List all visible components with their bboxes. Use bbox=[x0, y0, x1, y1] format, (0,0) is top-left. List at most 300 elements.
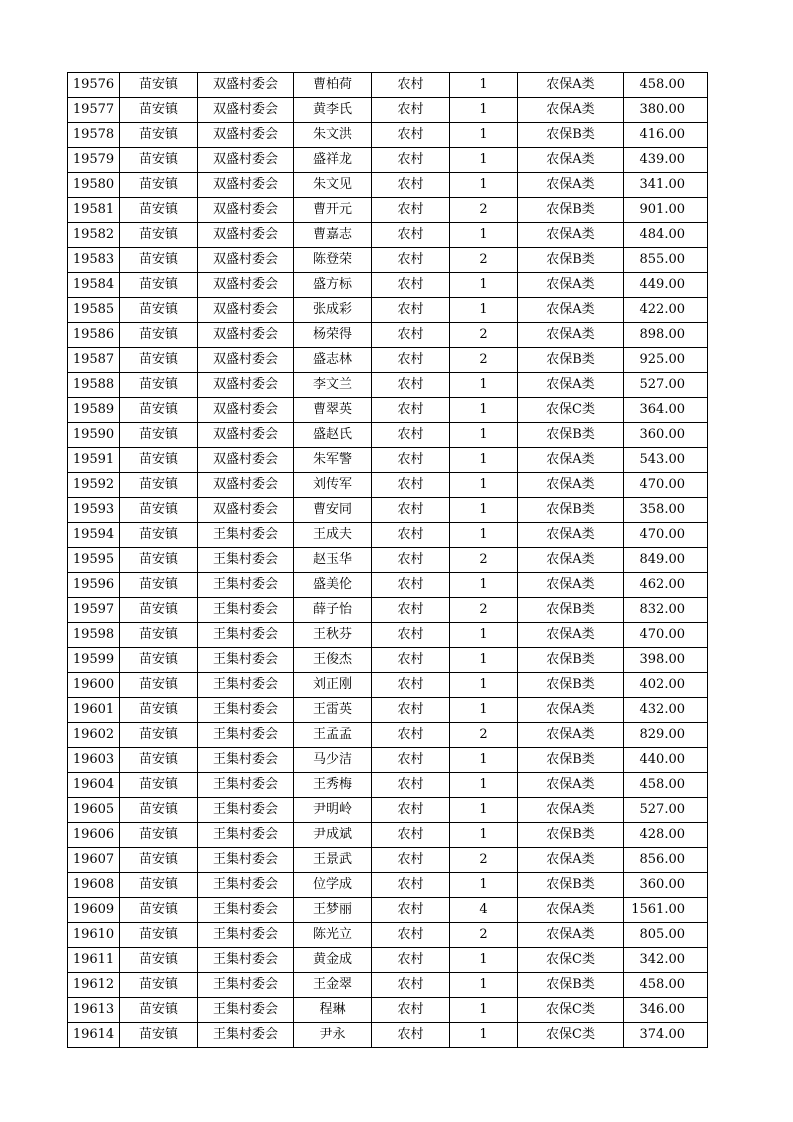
cell-amount: 416.00 bbox=[624, 123, 708, 148]
table-row bbox=[68, 448, 708, 473]
cell-count: 2 bbox=[450, 848, 518, 873]
cell-village: 王集村委会 bbox=[198, 973, 294, 998]
cell-name: 程琳 bbox=[294, 998, 372, 1023]
cell-name: 张成彩 bbox=[294, 298, 372, 323]
table-row bbox=[68, 373, 708, 398]
table-row bbox=[68, 898, 708, 923]
cell-insurance-type: 农保A类 bbox=[518, 698, 624, 723]
cell-amount: 360.00 bbox=[624, 873, 708, 898]
table-row bbox=[68, 248, 708, 273]
table-row bbox=[68, 173, 708, 198]
cell-count: 2 bbox=[450, 348, 518, 373]
table-row bbox=[68, 823, 708, 848]
cell-category: 农村 bbox=[372, 923, 450, 948]
cell-amount: 342.00 bbox=[624, 948, 708, 973]
cell-name: 曹柏荷 bbox=[294, 73, 372, 98]
cell-town: 苗安镇 bbox=[120, 198, 198, 223]
cell-count: 1 bbox=[450, 498, 518, 523]
cell-category: 农村 bbox=[372, 223, 450, 248]
cell-count: 1 bbox=[450, 873, 518, 898]
cell-count: 1 bbox=[450, 373, 518, 398]
cell-serial: 19606 bbox=[68, 823, 120, 848]
cell-insurance-type: 农保A类 bbox=[518, 373, 624, 398]
cell-category: 农村 bbox=[372, 973, 450, 998]
table-row bbox=[68, 1023, 708, 1048]
cell-serial: 19603 bbox=[68, 748, 120, 773]
cell-count: 1 bbox=[450, 648, 518, 673]
cell-name: 刘正刚 bbox=[294, 673, 372, 698]
cell-insurance-type: 农保A类 bbox=[518, 148, 624, 173]
cell-insurance-type: 农保A类 bbox=[518, 773, 624, 798]
cell-category: 农村 bbox=[372, 998, 450, 1023]
cell-village: 王集村委会 bbox=[198, 823, 294, 848]
cell-insurance-type: 农保A类 bbox=[518, 98, 624, 123]
cell-amount: 470.00 bbox=[624, 473, 708, 498]
cell-serial: 19583 bbox=[68, 248, 120, 273]
cell-category: 农村 bbox=[372, 823, 450, 848]
cell-village: 王集村委会 bbox=[198, 573, 294, 598]
cell-village: 王集村委会 bbox=[198, 523, 294, 548]
cell-amount: 470.00 bbox=[624, 523, 708, 548]
cell-insurance-type: 农保A类 bbox=[518, 548, 624, 573]
cell-name: 王梦丽 bbox=[294, 898, 372, 923]
cell-serial: 19592 bbox=[68, 473, 120, 498]
cell-category: 农村 bbox=[372, 548, 450, 573]
cell-village: 双盛村委会 bbox=[198, 373, 294, 398]
cell-count: 1 bbox=[450, 623, 518, 648]
cell-amount: 849.00 bbox=[624, 548, 708, 573]
table-row bbox=[68, 973, 708, 998]
cell-serial: 19588 bbox=[68, 373, 120, 398]
cell-amount: 432.00 bbox=[624, 698, 708, 723]
table-row bbox=[68, 523, 708, 548]
cell-category: 农村 bbox=[372, 573, 450, 598]
cell-insurance-type: 农保A类 bbox=[518, 323, 624, 348]
cell-town: 苗安镇 bbox=[120, 523, 198, 548]
cell-village: 双盛村委会 bbox=[198, 198, 294, 223]
cell-amount: 898.00 bbox=[624, 323, 708, 348]
cell-serial: 19580 bbox=[68, 173, 120, 198]
cell-insurance-type: 农保B类 bbox=[518, 673, 624, 698]
cell-count: 1 bbox=[450, 698, 518, 723]
cell-name: 马少洁 bbox=[294, 748, 372, 773]
cell-serial: 19602 bbox=[68, 723, 120, 748]
cell-amount: 364.00 bbox=[624, 398, 708, 423]
cell-serial: 19585 bbox=[68, 298, 120, 323]
cell-amount: 527.00 bbox=[624, 373, 708, 398]
table-row bbox=[68, 848, 708, 873]
table-row bbox=[68, 498, 708, 523]
cell-town: 苗安镇 bbox=[120, 398, 198, 423]
cell-insurance-type: 农保C类 bbox=[518, 1023, 624, 1048]
cell-count: 1 bbox=[450, 173, 518, 198]
cell-town: 苗安镇 bbox=[120, 623, 198, 648]
cell-serial: 19576 bbox=[68, 73, 120, 98]
cell-village: 王集村委会 bbox=[198, 748, 294, 773]
cell-name: 王景武 bbox=[294, 848, 372, 873]
cell-town: 苗安镇 bbox=[120, 298, 198, 323]
cell-serial: 19601 bbox=[68, 698, 120, 723]
table-row bbox=[68, 748, 708, 773]
cell-insurance-type: 农保A类 bbox=[518, 623, 624, 648]
cell-village: 双盛村委会 bbox=[198, 348, 294, 373]
table-row bbox=[68, 773, 708, 798]
cell-amount: 925.00 bbox=[624, 348, 708, 373]
cell-amount: 374.00 bbox=[624, 1023, 708, 1048]
cell-amount: 402.00 bbox=[624, 673, 708, 698]
table-row bbox=[68, 273, 708, 298]
cell-town: 苗安镇 bbox=[120, 648, 198, 673]
cell-village: 双盛村委会 bbox=[198, 148, 294, 173]
cell-count: 4 bbox=[450, 898, 518, 923]
cell-name: 赵玉华 bbox=[294, 548, 372, 573]
cell-town: 苗安镇 bbox=[120, 998, 198, 1023]
cell-category: 农村 bbox=[372, 473, 450, 498]
cell-count: 1 bbox=[450, 473, 518, 498]
cell-insurance-type: 农保A类 bbox=[518, 723, 624, 748]
cell-count: 2 bbox=[450, 548, 518, 573]
cell-category: 农村 bbox=[372, 498, 450, 523]
cell-amount: 398.00 bbox=[624, 648, 708, 673]
table-row bbox=[68, 298, 708, 323]
cell-town: 苗安镇 bbox=[120, 473, 198, 498]
cell-count: 1 bbox=[450, 773, 518, 798]
cell-serial: 19597 bbox=[68, 598, 120, 623]
cell-category: 农村 bbox=[372, 198, 450, 223]
cell-insurance-type: 农保C类 bbox=[518, 398, 624, 423]
cell-amount: 805.00 bbox=[624, 923, 708, 948]
cell-amount: 855.00 bbox=[624, 248, 708, 273]
cell-insurance-type: 农保A类 bbox=[518, 273, 624, 298]
cell-insurance-type: 农保C类 bbox=[518, 948, 624, 973]
cell-serial: 19599 bbox=[68, 648, 120, 673]
cell-amount: 380.00 bbox=[624, 98, 708, 123]
table-row bbox=[68, 573, 708, 598]
cell-count: 1 bbox=[450, 948, 518, 973]
cell-category: 农村 bbox=[372, 273, 450, 298]
cell-name: 杨荣得 bbox=[294, 323, 372, 348]
cell-town: 苗安镇 bbox=[120, 723, 198, 748]
table-row bbox=[68, 648, 708, 673]
cell-name: 曹嘉志 bbox=[294, 223, 372, 248]
cell-name: 朱军警 bbox=[294, 448, 372, 473]
cell-name: 李文兰 bbox=[294, 373, 372, 398]
cell-town: 苗安镇 bbox=[120, 148, 198, 173]
table-row bbox=[68, 198, 708, 223]
cell-name: 黄金成 bbox=[294, 948, 372, 973]
cell-amount: 527.00 bbox=[624, 798, 708, 823]
cell-count: 2 bbox=[450, 923, 518, 948]
cell-insurance-type: 农保B类 bbox=[518, 823, 624, 848]
cell-count: 1 bbox=[450, 398, 518, 423]
cell-category: 农村 bbox=[372, 1023, 450, 1048]
cell-village: 王集村委会 bbox=[198, 848, 294, 873]
cell-village: 王集村委会 bbox=[198, 648, 294, 673]
cell-amount: 458.00 bbox=[624, 773, 708, 798]
cell-town: 苗安镇 bbox=[120, 873, 198, 898]
cell-count: 1 bbox=[450, 823, 518, 848]
cell-category: 农村 bbox=[372, 648, 450, 673]
cell-town: 苗安镇 bbox=[120, 773, 198, 798]
cell-town: 苗安镇 bbox=[120, 548, 198, 573]
cell-village: 双盛村委会 bbox=[198, 498, 294, 523]
cell-name: 朱文洪 bbox=[294, 123, 372, 148]
cell-town: 苗安镇 bbox=[120, 923, 198, 948]
cell-village: 王集村委会 bbox=[198, 698, 294, 723]
cell-amount: 484.00 bbox=[624, 223, 708, 248]
cell-name: 盛赵氏 bbox=[294, 423, 372, 448]
cell-category: 农村 bbox=[372, 798, 450, 823]
cell-village: 王集村委会 bbox=[198, 923, 294, 948]
cell-village: 双盛村委会 bbox=[198, 448, 294, 473]
cell-serial: 19587 bbox=[68, 348, 120, 373]
cell-count: 2 bbox=[450, 323, 518, 348]
cell-village: 王集村委会 bbox=[198, 798, 294, 823]
cell-insurance-type: 农保B类 bbox=[518, 423, 624, 448]
cell-amount: 458.00 bbox=[624, 973, 708, 998]
cell-serial: 19593 bbox=[68, 498, 120, 523]
cell-serial: 19613 bbox=[68, 998, 120, 1023]
cell-serial: 19611 bbox=[68, 948, 120, 973]
cell-category: 农村 bbox=[372, 448, 450, 473]
cell-amount: 422.00 bbox=[624, 298, 708, 323]
table-row bbox=[68, 423, 708, 448]
cell-insurance-type: 农保A类 bbox=[518, 898, 624, 923]
cell-name: 王雷英 bbox=[294, 698, 372, 723]
cell-amount: 470.00 bbox=[624, 623, 708, 648]
cell-amount: 358.00 bbox=[624, 498, 708, 523]
cell-name: 王俊杰 bbox=[294, 648, 372, 673]
cell-serial: 19595 bbox=[68, 548, 120, 573]
cell-category: 农村 bbox=[372, 373, 450, 398]
cell-count: 1 bbox=[450, 673, 518, 698]
cell-amount: 1561.00 bbox=[624, 898, 708, 923]
cell-category: 农村 bbox=[372, 98, 450, 123]
cell-town: 苗安镇 bbox=[120, 798, 198, 823]
table-row bbox=[68, 873, 708, 898]
table-row bbox=[68, 798, 708, 823]
cell-town: 苗安镇 bbox=[120, 323, 198, 348]
cell-category: 农村 bbox=[372, 898, 450, 923]
cell-name: 位学成 bbox=[294, 873, 372, 898]
table-row bbox=[68, 473, 708, 498]
cell-town: 苗安镇 bbox=[120, 423, 198, 448]
table-row bbox=[68, 548, 708, 573]
cell-category: 农村 bbox=[372, 948, 450, 973]
cell-town: 苗安镇 bbox=[120, 698, 198, 723]
cell-category: 农村 bbox=[372, 148, 450, 173]
cell-category: 农村 bbox=[372, 623, 450, 648]
cell-serial: 19584 bbox=[68, 273, 120, 298]
cell-category: 农村 bbox=[372, 73, 450, 98]
cell-name: 尹成斌 bbox=[294, 823, 372, 848]
cell-count: 2 bbox=[450, 598, 518, 623]
table-row bbox=[68, 223, 708, 248]
cell-category: 农村 bbox=[372, 348, 450, 373]
cell-village: 双盛村委会 bbox=[198, 423, 294, 448]
cell-name: 陈光立 bbox=[294, 923, 372, 948]
cell-village: 双盛村委会 bbox=[198, 248, 294, 273]
table-row bbox=[68, 673, 708, 698]
cell-count: 2 bbox=[450, 248, 518, 273]
cell-town: 苗安镇 bbox=[120, 848, 198, 873]
cell-count: 1 bbox=[450, 98, 518, 123]
cell-insurance-type: 农保A类 bbox=[518, 298, 624, 323]
cell-serial: 19590 bbox=[68, 423, 120, 448]
cell-amount: 449.00 bbox=[624, 273, 708, 298]
cell-count: 1 bbox=[450, 973, 518, 998]
cell-category: 农村 bbox=[372, 723, 450, 748]
cell-amount: 829.00 bbox=[624, 723, 708, 748]
cell-town: 苗安镇 bbox=[120, 823, 198, 848]
cell-serial: 19582 bbox=[68, 223, 120, 248]
cell-serial: 19577 bbox=[68, 98, 120, 123]
cell-name: 盛方标 bbox=[294, 273, 372, 298]
cell-category: 农村 bbox=[372, 123, 450, 148]
cell-town: 苗安镇 bbox=[120, 448, 198, 473]
table-row bbox=[68, 923, 708, 948]
cell-serial: 19591 bbox=[68, 448, 120, 473]
cell-serial: 19607 bbox=[68, 848, 120, 873]
cell-town: 苗安镇 bbox=[120, 748, 198, 773]
cell-insurance-type: 农保C类 bbox=[518, 998, 624, 1023]
cell-serial: 19598 bbox=[68, 623, 120, 648]
cell-village: 双盛村委会 bbox=[198, 473, 294, 498]
cell-count: 1 bbox=[450, 798, 518, 823]
cell-town: 苗安镇 bbox=[120, 973, 198, 998]
cell-village: 王集村委会 bbox=[198, 873, 294, 898]
cell-name: 王孟孟 bbox=[294, 723, 372, 748]
cell-count: 1 bbox=[450, 748, 518, 773]
cell-insurance-type: 农保B类 bbox=[518, 348, 624, 373]
cell-count: 1 bbox=[450, 423, 518, 448]
cell-town: 苗安镇 bbox=[120, 898, 198, 923]
cell-count: 2 bbox=[450, 198, 518, 223]
cell-category: 农村 bbox=[372, 848, 450, 873]
table-row bbox=[68, 323, 708, 348]
cell-count: 2 bbox=[450, 723, 518, 748]
cell-category: 农村 bbox=[372, 398, 450, 423]
cell-town: 苗安镇 bbox=[120, 173, 198, 198]
cell-name: 王秀梅 bbox=[294, 773, 372, 798]
cell-amount: 428.00 bbox=[624, 823, 708, 848]
cell-insurance-type: 农保A类 bbox=[518, 848, 624, 873]
benefit-table bbox=[67, 72, 708, 1048]
cell-insurance-type: 农保B类 bbox=[518, 598, 624, 623]
cell-name: 尹永 bbox=[294, 1023, 372, 1048]
table-row bbox=[68, 398, 708, 423]
cell-serial: 19609 bbox=[68, 898, 120, 923]
cell-village: 王集村委会 bbox=[198, 1023, 294, 1048]
cell-name: 王秋芬 bbox=[294, 623, 372, 648]
cell-name: 盛美伦 bbox=[294, 573, 372, 598]
cell-count: 1 bbox=[450, 1023, 518, 1048]
cell-count: 1 bbox=[450, 123, 518, 148]
cell-town: 苗安镇 bbox=[120, 223, 198, 248]
cell-serial: 19578 bbox=[68, 123, 120, 148]
cell-amount: 346.00 bbox=[624, 998, 708, 1023]
cell-village: 王集村委会 bbox=[198, 998, 294, 1023]
cell-serial: 19610 bbox=[68, 923, 120, 948]
cell-insurance-type: 农保A类 bbox=[518, 223, 624, 248]
cell-village: 双盛村委会 bbox=[198, 173, 294, 198]
table-row bbox=[68, 723, 708, 748]
cell-amount: 360.00 bbox=[624, 423, 708, 448]
cell-serial: 19581 bbox=[68, 198, 120, 223]
cell-count: 1 bbox=[450, 273, 518, 298]
cell-category: 农村 bbox=[372, 698, 450, 723]
cell-amount: 901.00 bbox=[624, 198, 708, 223]
cell-insurance-type: 农保A类 bbox=[518, 573, 624, 598]
cell-count: 1 bbox=[450, 448, 518, 473]
cell-village: 王集村委会 bbox=[198, 598, 294, 623]
table-row bbox=[68, 948, 708, 973]
table-row bbox=[68, 348, 708, 373]
cell-count: 1 bbox=[450, 148, 518, 173]
cell-category: 农村 bbox=[372, 423, 450, 448]
cell-amount: 543.00 bbox=[624, 448, 708, 473]
cell-name: 王金翠 bbox=[294, 973, 372, 998]
cell-category: 农村 bbox=[372, 173, 450, 198]
cell-count: 1 bbox=[450, 73, 518, 98]
cell-town: 苗安镇 bbox=[120, 348, 198, 373]
cell-village: 双盛村委会 bbox=[198, 323, 294, 348]
cell-village: 双盛村委会 bbox=[198, 223, 294, 248]
cell-name: 陈登荣 bbox=[294, 248, 372, 273]
cell-count: 1 bbox=[450, 523, 518, 548]
cell-category: 农村 bbox=[372, 598, 450, 623]
cell-village: 王集村委会 bbox=[198, 773, 294, 798]
cell-category: 农村 bbox=[372, 873, 450, 898]
cell-serial: 19594 bbox=[68, 523, 120, 548]
cell-insurance-type: 农保B类 bbox=[518, 198, 624, 223]
cell-town: 苗安镇 bbox=[120, 248, 198, 273]
cell-category: 农村 bbox=[372, 673, 450, 698]
table-row bbox=[68, 148, 708, 173]
cell-town: 苗安镇 bbox=[120, 573, 198, 598]
cell-insurance-type: 农保B类 bbox=[518, 748, 624, 773]
cell-village: 双盛村委会 bbox=[198, 298, 294, 323]
cell-village: 双盛村委会 bbox=[198, 398, 294, 423]
table-row bbox=[68, 698, 708, 723]
cell-serial: 19605 bbox=[68, 798, 120, 823]
cell-insurance-type: 农保A类 bbox=[518, 448, 624, 473]
cell-serial: 19612 bbox=[68, 973, 120, 998]
cell-amount: 832.00 bbox=[624, 598, 708, 623]
table-row bbox=[68, 73, 708, 98]
cell-insurance-type: 农保A类 bbox=[518, 523, 624, 548]
cell-insurance-type: 农保B类 bbox=[518, 248, 624, 273]
cell-insurance-type: 农保A类 bbox=[518, 923, 624, 948]
cell-name: 尹明岭 bbox=[294, 798, 372, 823]
cell-count: 1 bbox=[450, 573, 518, 598]
cell-insurance-type: 农保A类 bbox=[518, 173, 624, 198]
cell-category: 农村 bbox=[372, 773, 450, 798]
table-row bbox=[68, 623, 708, 648]
cell-amount: 440.00 bbox=[624, 748, 708, 773]
cell-insurance-type: 农保B类 bbox=[518, 873, 624, 898]
cell-serial: 19614 bbox=[68, 1023, 120, 1048]
cell-insurance-type: 农保A类 bbox=[518, 73, 624, 98]
cell-insurance-type: 农保B类 bbox=[518, 498, 624, 523]
cell-village: 王集村委会 bbox=[198, 548, 294, 573]
cell-town: 苗安镇 bbox=[120, 123, 198, 148]
cell-insurance-type: 农保A类 bbox=[518, 473, 624, 498]
cell-serial: 19600 bbox=[68, 673, 120, 698]
cell-amount: 341.00 bbox=[624, 173, 708, 198]
cell-serial: 19589 bbox=[68, 398, 120, 423]
cell-name: 盛祥龙 bbox=[294, 148, 372, 173]
